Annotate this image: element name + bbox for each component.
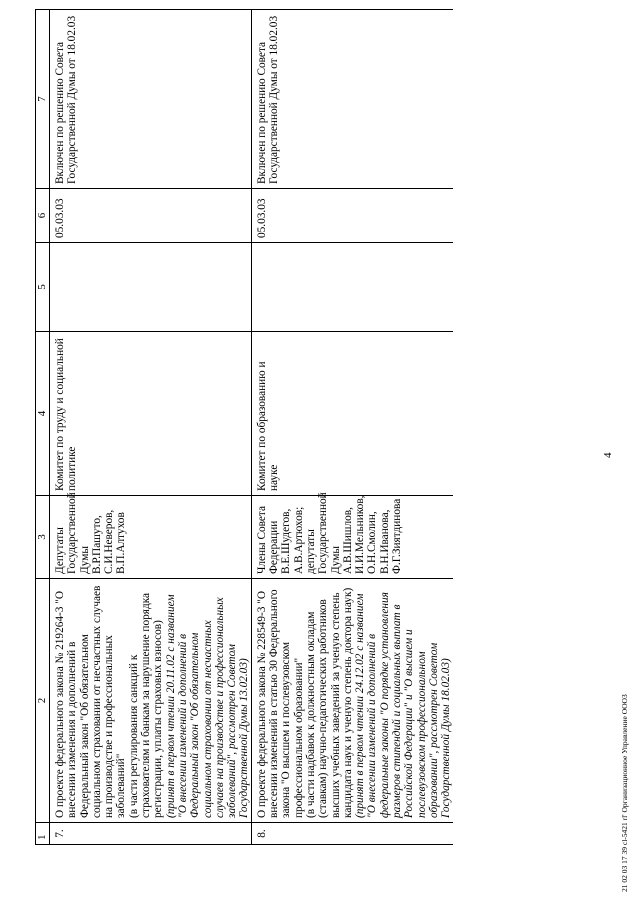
bill-description (50, 579, 252, 823)
row-number: 7. (50, 823, 252, 845)
author-line: Депутаты (54, 527, 66, 574)
table-row (252, 10, 453, 845)
author-line: депутаты (304, 529, 317, 574)
author-line: В.Р.Пашуто, (90, 515, 103, 574)
author-line: А.В.Шишлов, (341, 507, 354, 574)
column-header-4: 4 (36, 332, 50, 496)
bill-note: (в части надбавок к должностным окладам (ставкам) научно-педагогических работников высших учебных заведений за ученую степень кандидата наук и ученую степень доктора наук) (304, 587, 354, 818)
bill-authors (50, 492, 252, 579)
column-header-7: 7 (36, 10, 50, 189)
column-header-1: 1 (36, 823, 50, 845)
column-5-cell (50, 243, 252, 332)
review-date: 05.03.03 (50, 189, 252, 243)
decision-note: Включен по решению Совета Государственной Думы от 18.02.03 (252, 10, 453, 189)
author-line: Члены Совета (255, 505, 268, 574)
committee: Комитет по образованию и науке (252, 332, 453, 496)
author-line: Ф.Г.Зиятдинова (391, 498, 404, 574)
author-line: Думы (78, 546, 91, 574)
fax-footer: 21 02 03 17 39 cl-5421 rl' Организационное Управление ООО3 (620, 694, 629, 892)
bill-note: (в части регулирования санкций к страхователям и банкам за нарушение порядка регистрации, уплаты страховых взносов) (127, 592, 165, 818)
author-line: А.В.Артюхов; (292, 506, 305, 574)
bill-description (252, 579, 453, 823)
column-header-2: 2 (36, 579, 50, 823)
column-5-cell (252, 243, 453, 332)
page-number: 4 (602, 452, 614, 458)
table-row (50, 10, 252, 845)
column-header-6: 6 (36, 189, 50, 243)
column-header-3: 3 (36, 496, 50, 579)
author-line: В.Е.Шудегов, (280, 508, 293, 574)
author-line: Государственной (317, 492, 330, 574)
author-line: С.И.Неверов, (103, 509, 116, 574)
table-header-row (36, 10, 50, 845)
author-line: И.И.Мельников, (354, 495, 367, 574)
row-number: 8. (252, 823, 453, 845)
author-line: Государственной (66, 492, 79, 574)
author-line: В.П.Алтухов (115, 512, 128, 574)
decision-note: Включен по решению Совета Государственной Думы от 18.02.03 (50, 10, 252, 189)
author-line: Федерации (268, 520, 281, 574)
bill-title: О проекте федерального закона № 228549-3 "О внесении изменений в статью 30 Федерального закона "О высшем и послевузовском профессиональном образовании" (255, 589, 305, 818)
committee: Комитет по труду и социальной политике (50, 332, 252, 496)
bill-title: О проекте федерального закона № 219264-3 "О внесении изменения и дополнений в Федеральный закон "Об обязательном социальном страховании от несчастных случаев на производстве и профессиональных заболеваний" (54, 585, 128, 818)
author-line: Думы (329, 546, 342, 574)
review-date: 05.03.03 (252, 189, 453, 243)
bill-history: (принят в первом чтении 20.11.02 с названием "О внесении изменений и дополнений в Федеральный закон "Об обязательном социальном страховании от несчастных случаев на производстве и профессиональных заболеваний", рассмотрен Советом Государственной Думы 13.02.03) (164, 594, 251, 818)
column-header-5: 5 (36, 243, 50, 332)
bill-history: (принят в первом чтении 24.12.02 с названием "О внесении изменений и дополнений в федеральные законы "О порядке установления размеров стипендий и социальных выплат в Российской Федерации" и "О высшем и послевузовском профессиональном образовании", рассмотрен Советом Государственной Думы 18.02.03) (354, 592, 453, 818)
author-line: В.Н.Иванова, (378, 509, 391, 574)
bill-authors (252, 492, 453, 579)
agenda-table (35, 9, 453, 845)
author-line: О.Н.Смолин, (366, 511, 379, 574)
